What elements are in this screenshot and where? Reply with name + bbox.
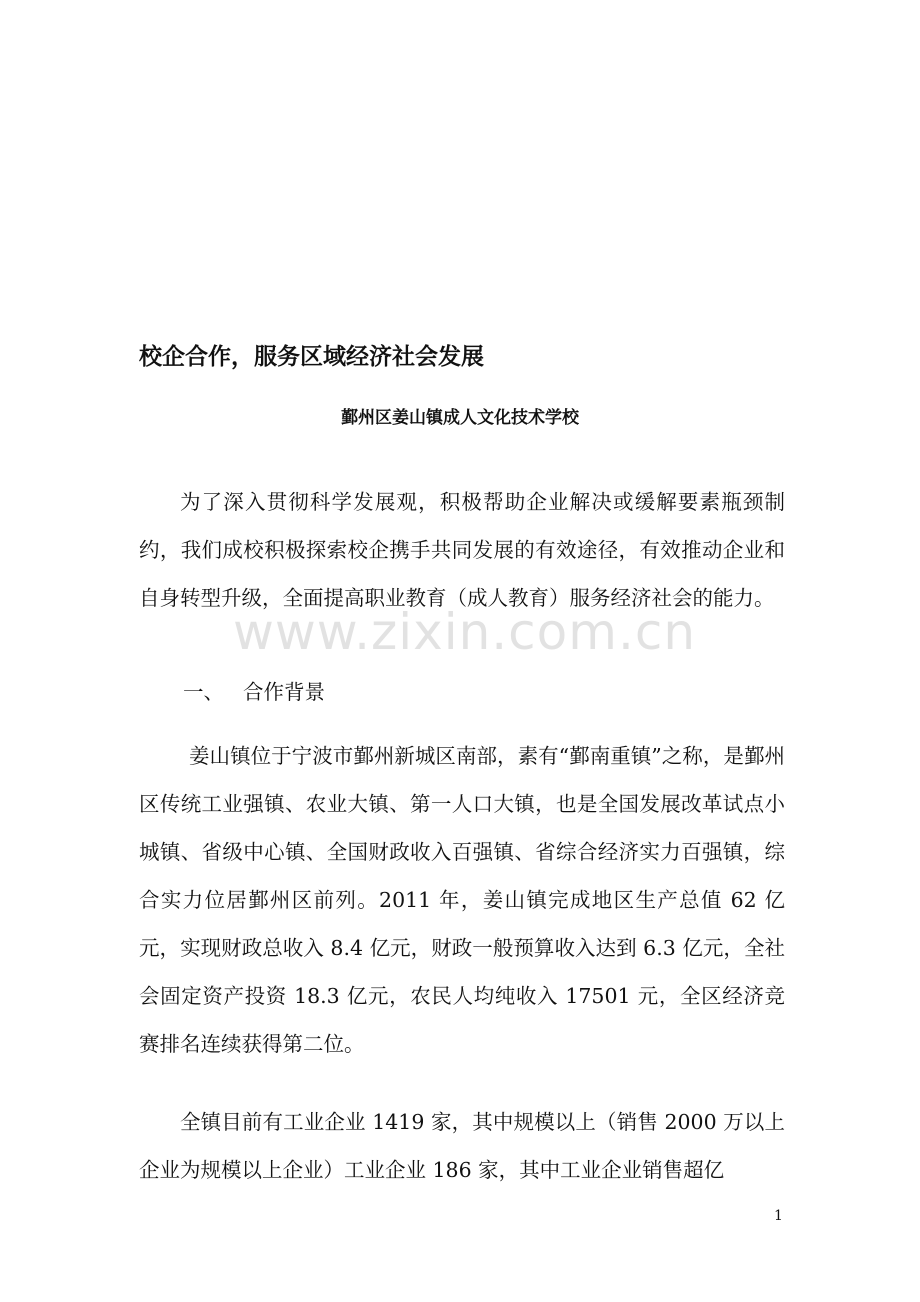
section-heading — [183, 674, 325, 710]
section-heading-text: 合作背景 — [243, 680, 325, 704]
paragraph-background: 姜山镇位于宁波市鄞州新城区南部，素有“鄞南重镇”之称，是鄞州区传统工业强镇、农业大镇、第一人口大镇，也是全国发展改革试点小城镇、省级中心镇、全国财政收入百强镇、省综合经济实力百强镇，综合实力位居鄞州区前列。2011 年，姜山镇完成地区生产总值 62 亿元，实现财政总收入 8.4 亿元，财政一般预算收入达到 6.3 亿元，全社会固定资产投资 18.3 亿元，农民人均纯收入 17501 元，全区经济竞赛排名连续获得第二位。 — [139, 744, 785, 1056]
document-author: 鄞州区姜山镇成人文化技术学校 — [341, 408, 579, 428]
section-heading-number: 一、 — [183, 680, 224, 704]
document-title: 校企合作，服务区域经济社会发展 — [139, 344, 484, 370]
paragraph-enterprises: 全镇目前有工业企业 1419 家，其中规模以上（销售 2000 万以上企业为规模以上企业）工业企业 186 家，其中工业企业销售超亿 — [139, 1110, 785, 1182]
paragraph-intro: 为了深入贯彻科学发展观，积极帮助企业解决或缓解要素瓶颈制约，我们成校积极探索校企携手共同发展的有效途径，有效推动企业和自身转型升级，全面提高职业教育（成人教育）服务经济社会的能力。 — [139, 490, 785, 610]
page-number: 1 — [774, 1208, 783, 1224]
watermark: www.zixin.com.cn — [233, 603, 697, 661]
